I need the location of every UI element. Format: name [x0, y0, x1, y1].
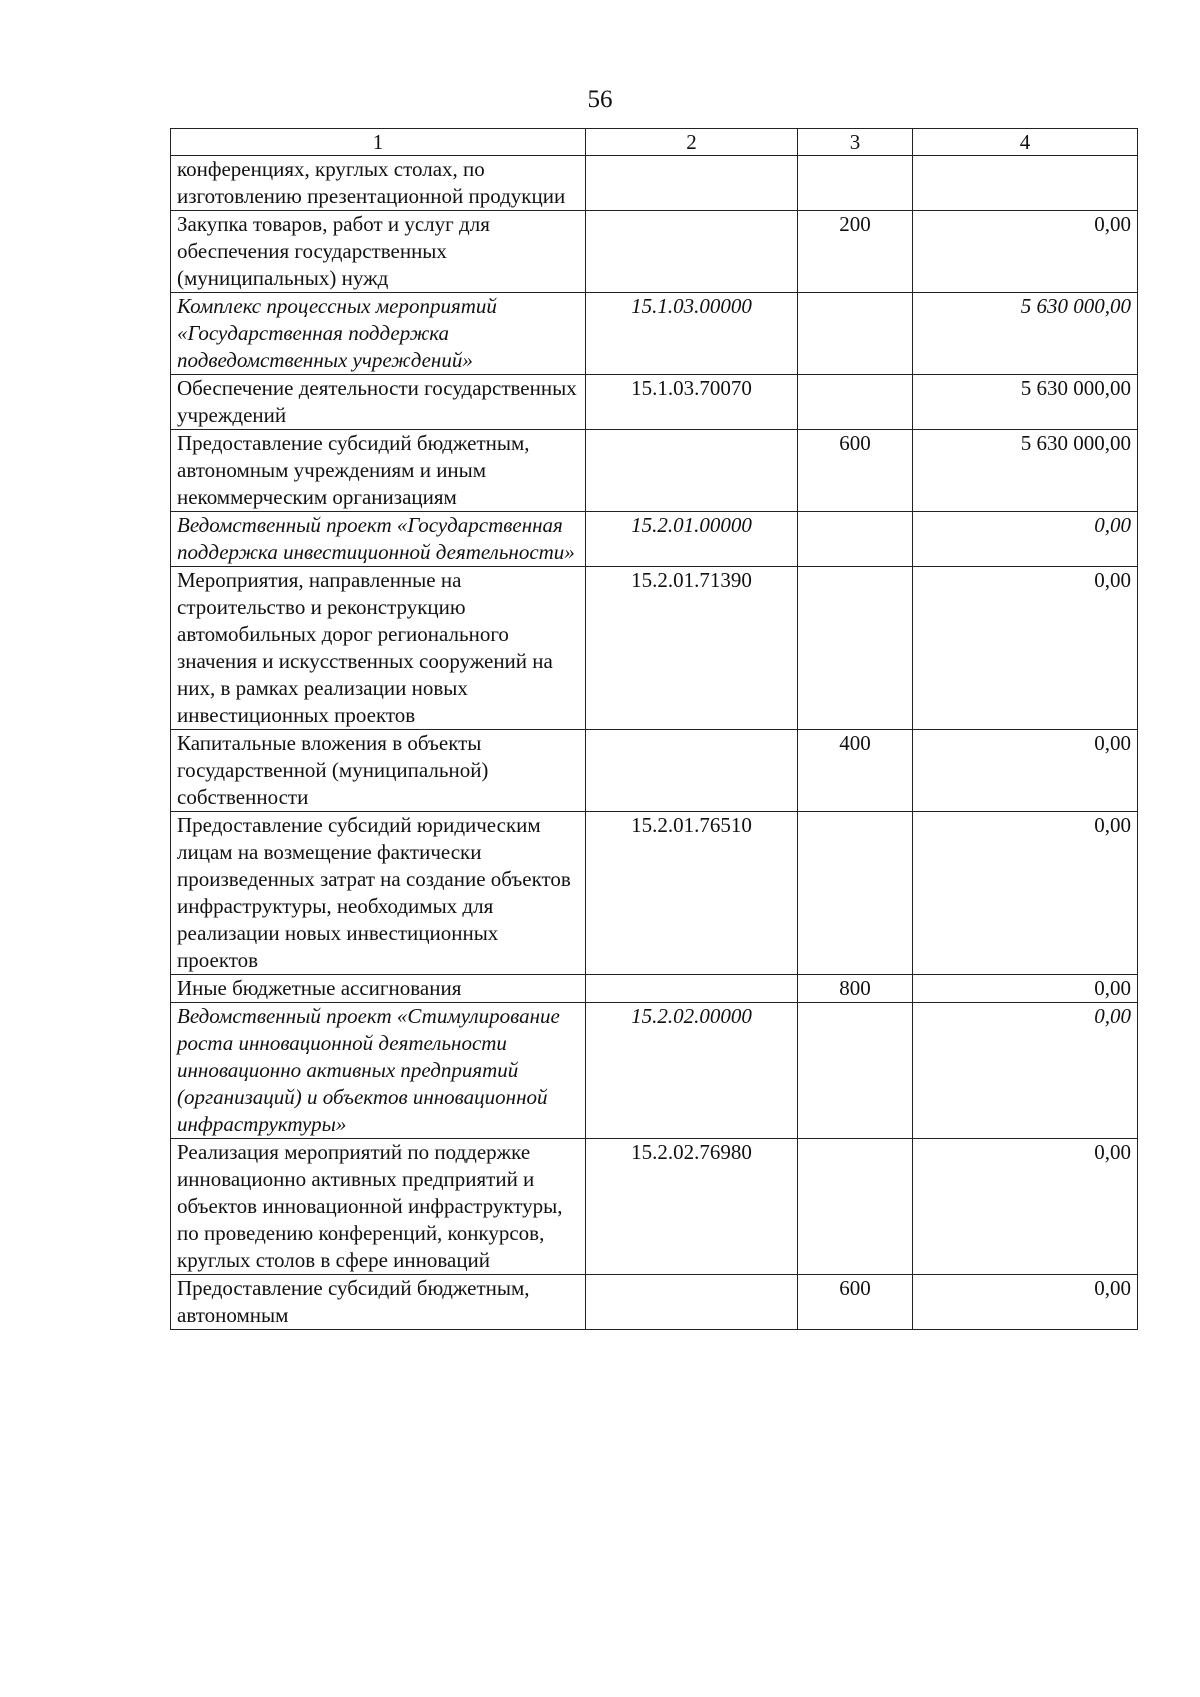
row-name-cell: Комплекс процессных мероприятий «Государственная поддержка подведомственных учреждений»	[171, 293, 586, 375]
table-row	[171, 1003, 1138, 1139]
table-row	[171, 1275, 1138, 1330]
row-code-cell	[586, 156, 798, 211]
row-sum-cell: 0,00	[913, 567, 1138, 730]
row-name-cell: Мероприятия, направленные на строительство и реконструкцию автомобильных дорог регионального значения и искусственных сооружений на них, в рамках реализации новых инвестиционных проектов	[171, 567, 586, 730]
row-code-cell: 15.2.02.76980	[586, 1139, 798, 1275]
row-name-cell: конференциях, круглых столах, по изготовлению презентационной продукции	[171, 156, 586, 211]
row-kvr-cell: 200	[798, 211, 913, 293]
row-name-cell: Предоставление субсидий бюджетным, автономным учреждениям и иным некоммерческим организациям	[171, 430, 586, 512]
row-code-cell	[586, 730, 798, 812]
row-code-cell: 15.2.01.00000	[586, 512, 798, 567]
header-cell: 4	[913, 129, 1138, 156]
row-code-cell: 15.1.03.00000	[586, 293, 798, 375]
row-kvr-cell: 600	[798, 1275, 913, 1330]
row-kvr-cell	[798, 375, 913, 430]
row-sum-cell: 5 630 000,00	[913, 430, 1138, 512]
row-kvr-cell: 800	[798, 975, 913, 1003]
row-sum-cell: 0,00	[913, 512, 1138, 567]
row-kvr-cell	[798, 293, 913, 375]
row-sum-cell: 0,00	[913, 1139, 1138, 1275]
table-header-row	[171, 129, 1138, 156]
row-code-cell: 15.2.02.00000	[586, 1003, 798, 1139]
table-row	[171, 1139, 1138, 1275]
row-sum-cell: 0,00	[913, 211, 1138, 293]
budget-table	[170, 128, 1138, 1330]
row-kvr-cell	[798, 812, 913, 975]
row-name-cell: Реализация мероприятий по поддержке инновационно активных предприятий и объектов инновационной инфраструктуры, по проведению конференций, конкурсов, круглых столов в сфере инноваций	[171, 1139, 586, 1275]
row-name-cell: Ведомственный проект «Государственная поддержка инвестиционной деятельности»	[171, 512, 586, 567]
row-name-cell: Иные бюджетные ассигнования	[171, 975, 586, 1003]
row-name-cell: Ведомственный проект «Стимулирование роста инновационной деятельности инновационно активных предприятий (организаций) и объектов инновационной инфраструктуры»	[171, 1003, 586, 1139]
header-cell: 3	[798, 129, 913, 156]
row-code-cell	[586, 975, 798, 1003]
row-code-cell	[586, 1275, 798, 1330]
row-sum-cell: 0,00	[913, 975, 1138, 1003]
row-sum-cell: 0,00	[913, 730, 1138, 812]
row-name-cell: Обеспечение деятельности государственных учреждений	[171, 375, 586, 430]
table-row	[171, 211, 1138, 293]
table-row	[171, 730, 1138, 812]
row-kvr-cell: 400	[798, 730, 913, 812]
row-sum-cell: 5 630 000,00	[913, 293, 1138, 375]
row-sum-cell	[913, 156, 1138, 211]
row-code-cell	[586, 430, 798, 512]
row-kvr-cell	[798, 512, 913, 567]
row-sum-cell: 5 630 000,00	[913, 375, 1138, 430]
table-row	[171, 975, 1138, 1003]
header-cell: 2	[586, 129, 798, 156]
row-code-cell: 15.2.01.76510	[586, 812, 798, 975]
table-row	[171, 512, 1138, 567]
row-kvr-cell	[798, 567, 913, 730]
row-sum-cell: 0,00	[913, 1003, 1138, 1139]
table-row	[171, 430, 1138, 512]
table-row	[171, 567, 1138, 730]
row-code-cell	[586, 211, 798, 293]
row-sum-cell: 0,00	[913, 812, 1138, 975]
header-cell: 1	[171, 129, 586, 156]
row-kvr-cell	[798, 1139, 913, 1275]
table-row	[171, 156, 1138, 211]
row-name-cell: Капитальные вложения в объекты государственной (муниципальной) собственности	[171, 730, 586, 812]
row-name-cell: Предоставление субсидий бюджетным, автономным	[171, 1275, 586, 1330]
row-kvr-cell	[798, 1003, 913, 1139]
row-name-cell: Закупка товаров, работ и услуг для обеспечения государственных (муниципальных) нужд	[171, 211, 586, 293]
row-code-cell: 15.1.03.70070	[586, 375, 798, 430]
row-name-cell: Предоставление субсидий юридическим лицам на возмещение фактически произведенных затрат на создание объектов инфраструктуры, необходимых для реализации новых инвестиционных проектов	[171, 812, 586, 975]
page-number: 56	[587, 86, 613, 113]
table-row	[171, 375, 1138, 430]
row-code-cell: 15.2.01.71390	[586, 567, 798, 730]
row-sum-cell: 0,00	[913, 1275, 1138, 1330]
table-row	[171, 293, 1138, 375]
row-kvr-cell	[798, 156, 913, 211]
row-kvr-cell: 600	[798, 430, 913, 512]
table-row	[171, 812, 1138, 975]
